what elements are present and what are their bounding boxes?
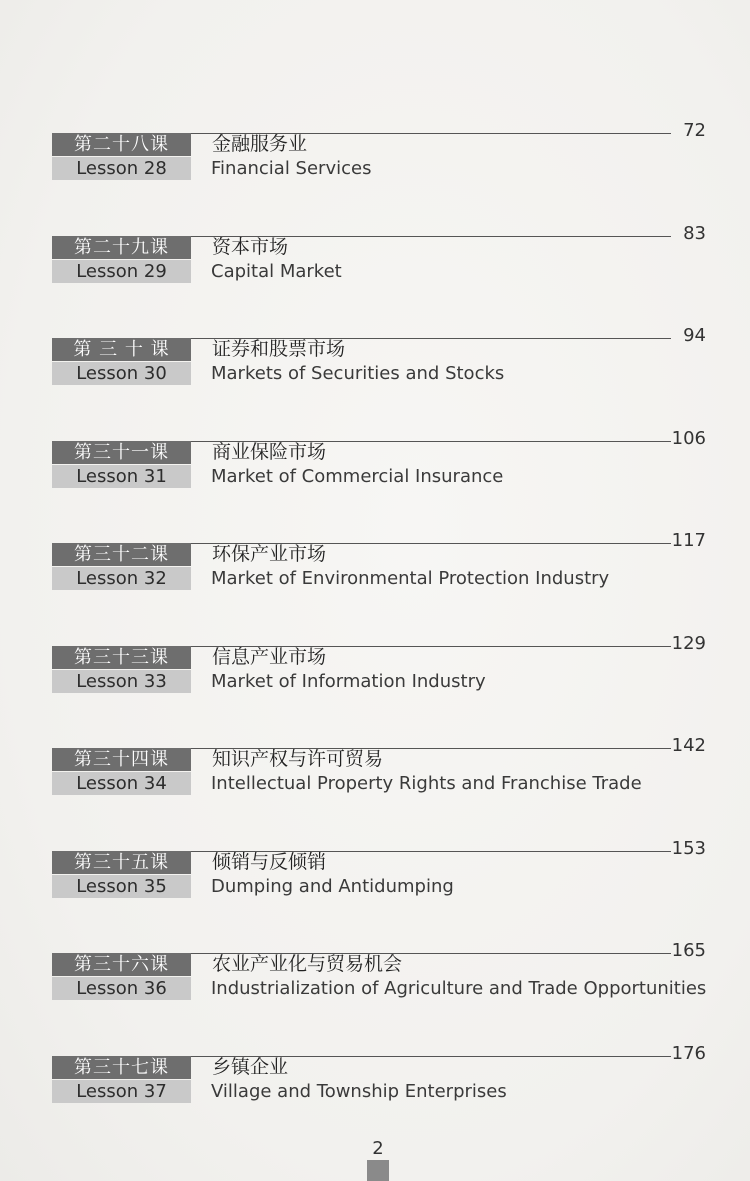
page-number: 94 — [683, 325, 706, 346]
footer-page-number: 2 — [372, 1138, 384, 1159]
lesson-number-en: Lesson 29 — [52, 260, 191, 283]
page-number: 153 — [671, 838, 706, 859]
lesson-badge — [52, 543, 191, 590]
lesson-number-cn: 第三十五课 — [52, 851, 191, 874]
lesson-number-en: Lesson 32 — [52, 567, 191, 590]
page-number: 117 — [671, 530, 706, 551]
lesson-number-cn: 第三十三课 — [52, 646, 191, 669]
toc-entry-lesson-31[interactable] — [52, 428, 712, 501]
lesson-number-cn: 第 三 十 课 — [52, 338, 191, 361]
lesson-number-en: Lesson 28 — [52, 157, 191, 180]
toc-entry-lesson-33[interactable] — [52, 633, 712, 706]
lesson-number-cn: 第三十一课 — [52, 441, 191, 464]
footer-tab-marker — [367, 1160, 389, 1181]
lesson-badge — [52, 338, 191, 385]
lesson-number-cn: 第二十九课 — [52, 236, 191, 259]
lesson-title-en: Financial Services — [211, 158, 372, 179]
lesson-badge — [52, 953, 191, 1000]
lesson-badge — [52, 748, 191, 795]
lesson-number-cn: 第三十二课 — [52, 543, 191, 566]
page-number: 142 — [671, 735, 706, 756]
lesson-number-en: Lesson 35 — [52, 875, 191, 898]
lesson-badge — [52, 441, 191, 488]
lesson-title-cn: 乡镇企业 — [212, 1056, 289, 1078]
lesson-badge — [52, 1056, 191, 1103]
lesson-title-en: Market of Information Industry — [211, 671, 486, 692]
toc-entry-lesson-28[interactable] — [52, 120, 712, 193]
lesson-title-cn: 金融服务业 — [212, 133, 308, 155]
toc-entry-lesson-30[interactable] — [52, 325, 712, 398]
lesson-title-cn: 倾销与反倾销 — [212, 851, 327, 873]
page-number: 106 — [671, 428, 706, 449]
lesson-number-en: Lesson 36 — [52, 977, 191, 1000]
lesson-number-cn: 第二十八课 — [52, 133, 191, 156]
lesson-title-cn: 知识产权与许可贸易 — [212, 748, 384, 770]
page-number: 165 — [671, 940, 706, 961]
lesson-badge — [52, 133, 191, 180]
lesson-number-en: Lesson 30 — [52, 362, 191, 385]
lesson-number-cn: 第三十七课 — [52, 1056, 191, 1079]
lesson-title-en: Markets of Securities and Stocks — [211, 363, 505, 384]
toc-entry-lesson-35[interactable] — [52, 838, 712, 911]
lesson-title-cn: 证券和股票市场 — [212, 338, 346, 360]
lesson-title-en: Intellectual Property Rights and Franchise Trade — [211, 773, 642, 794]
lesson-number-cn: 第三十四课 — [52, 748, 191, 771]
lesson-badge — [52, 646, 191, 693]
lesson-badge — [52, 236, 191, 283]
page-number: 129 — [671, 633, 706, 654]
toc-entry-lesson-36[interactable] — [52, 940, 712, 1013]
lesson-number-cn: 第三十六课 — [52, 953, 191, 976]
lesson-title-cn: 信息产业市场 — [212, 646, 327, 668]
page-number: 72 — [683, 120, 706, 141]
lesson-title-en: Capital Market — [211, 261, 342, 282]
lesson-title-en: Market of Commercial Insurance — [211, 466, 504, 487]
toc-entry-lesson-32[interactable] — [52, 530, 712, 603]
lesson-number-en: Lesson 37 — [52, 1080, 191, 1103]
lesson-title-en: Market of Environmental Protection Industry — [211, 568, 610, 589]
lesson-title-en: Dumping and Antidumping — [211, 876, 454, 897]
lesson-title-en: Industrialization of Agriculture and Trade Opportunities — [211, 978, 707, 999]
lesson-number-en: Lesson 34 — [52, 772, 191, 795]
page-number: 176 — [671, 1043, 706, 1064]
toc-entry-lesson-34[interactable] — [52, 735, 712, 808]
lesson-title-en: Village and Township Enterprises — [211, 1081, 507, 1102]
lesson-title-cn: 环保产业市场 — [212, 543, 327, 565]
lesson-number-en: Lesson 31 — [52, 465, 191, 488]
lesson-number-en: Lesson 33 — [52, 670, 191, 693]
toc-entry-lesson-29[interactable] — [52, 223, 712, 296]
lesson-badge — [52, 851, 191, 898]
lesson-title-cn: 商业保险市场 — [212, 441, 327, 463]
lesson-title-cn: 资本市场 — [212, 236, 289, 258]
toc-entry-lesson-37[interactable] — [52, 1043, 712, 1116]
lesson-title-cn: 农业产业化与贸易机会 — [212, 953, 403, 975]
page-number: 83 — [683, 223, 706, 244]
